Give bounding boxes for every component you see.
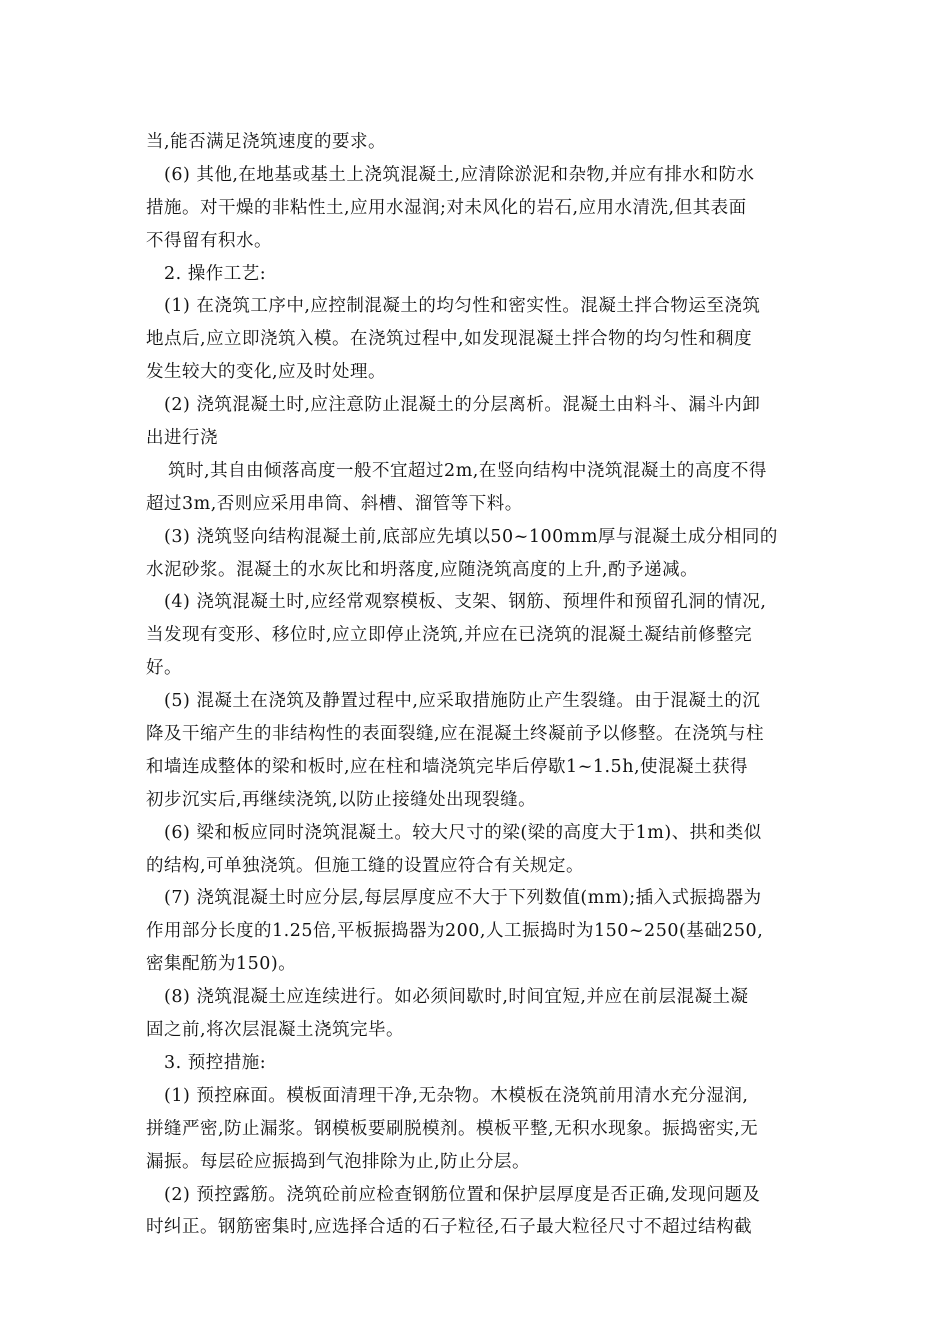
text-line: (5) 混凝土在浇筑及静置过程中,应采取措施防止产生裂缝。由于混凝土的沉	[164, 691, 761, 712]
text-line: 3. 预控措施:	[164, 1052, 267, 1073]
text-line: 和墙连成整体的梁和板时,应在柱和墙浇筑完毕后停歇1~1.5h,使混凝土获得	[146, 756, 749, 777]
text-line: 固之前,将次层混凝土浇筑完毕。	[146, 1020, 405, 1041]
text-line: 发生较大的变化,应及时处理。	[146, 362, 387, 383]
text-line: 出进行浇	[146, 428, 218, 449]
document-body	[146, 126, 816, 1244]
text-line: 初步沉实后,再继续浇筑,以防止接缝处出现裂缝。	[146, 789, 537, 810]
text-line: 密集配筋为150)。	[146, 954, 297, 975]
text-line: (8) 浇筑混凝土应连续进行。如必须间歇时,时间宜短,并应在前层混凝土凝	[164, 987, 749, 1008]
text-line: (1) 预控麻面。模板面清理干净,无杂物。木模板在浇筑前用清水充分湿润,	[164, 1085, 749, 1106]
text-line: 措施。对干燥的非粘性土,应用水湿润;对未风化的岩石,应用水清洗,但其表面	[146, 197, 747, 218]
text-line: 降及干缩产生的非结构性的表面裂缝,应在混凝土终凝前予以修整。在浇筑与柱	[146, 724, 765, 745]
text-line: (1) 在浇筑工序中,应控制混凝土的均匀性和密实性。混凝土拌合物运至浇筑	[164, 296, 761, 317]
text-line: 超过3m,否则应采用串筒、斜槽、溜管等下料。	[146, 493, 523, 514]
text-line: 地点后,应立即浇筑入模。在浇筑过程中,如发现混凝土拌合物的均匀性和稠度	[146, 329, 753, 350]
text-line: (4) 浇筑混凝土时,应经常观察模板、支架、钢筋、预埋件和预留孔洞的情况,	[164, 592, 767, 613]
text-line: 的结构,可单独浇筑。但施工缝的设置应符合有关规定。	[146, 855, 585, 876]
text-line: 2. 操作工艺:	[164, 263, 267, 284]
text-line: 筑时,其自由倾落高度一般不宜超过2m,在竖向结构中浇筑混凝土的高度不得	[168, 460, 767, 481]
text-line: 好。	[146, 658, 182, 679]
text-line: 当,能否满足浇筑速度的要求。	[146, 132, 387, 152]
text-line: (6) 梁和板应同时浇筑混凝土。较大尺寸的梁(梁的高度大于1m)、拱和类似	[164, 822, 762, 843]
text-line: 作用部分长度的1.25倍,平板振捣器为200,人工振捣时为150~250(基础250,	[146, 921, 764, 942]
text-line: 当发现有变形、移位时,应立即停止浇筑,并应在已浇筑的混凝土凝结前修整完	[146, 625, 753, 646]
text-line: 水泥砂浆。混凝土的水灰比和坍落度,应随浇筑高度的上升,酌予递减。	[146, 559, 699, 580]
text-line: 不得留有积水。	[146, 230, 272, 251]
text-line: (7) 浇筑混凝土时应分层,每层厚度应不大于下列数值(mm);插入式振捣器为	[164, 888, 762, 909]
text-line: 时纠正。钢筋密集时,应选择合适的石子粒径,石子最大粒径尺寸不超过结构截	[146, 1217, 753, 1238]
text-line: (6) 其他,在地基或基土上浇筑混凝土,应清除淤泥和杂物,并应有排水和防水	[164, 164, 755, 185]
text-line: 漏振。每层砼应振捣到气泡排除为止,防止分层。	[146, 1151, 531, 1172]
text-line: (3) 浇筑竖向结构混凝土前,底部应先填以50~100mm厚与混凝土成分相同的	[164, 526, 778, 547]
text-line: 拼缝严密,防止漏浆。钢模板要刷脱模剂。模板平整,无积水现象。振捣密实,无	[146, 1118, 759, 1139]
text-line: (2) 预控露筋。浇筑砼前应检查钢筋位置和保护层厚度是否正确,发现问题及	[164, 1184, 761, 1205]
text-line: (2) 浇筑混凝土时,应注意防止混凝土的分层离析。混凝土由料斗、漏斗内卸	[164, 395, 761, 416]
